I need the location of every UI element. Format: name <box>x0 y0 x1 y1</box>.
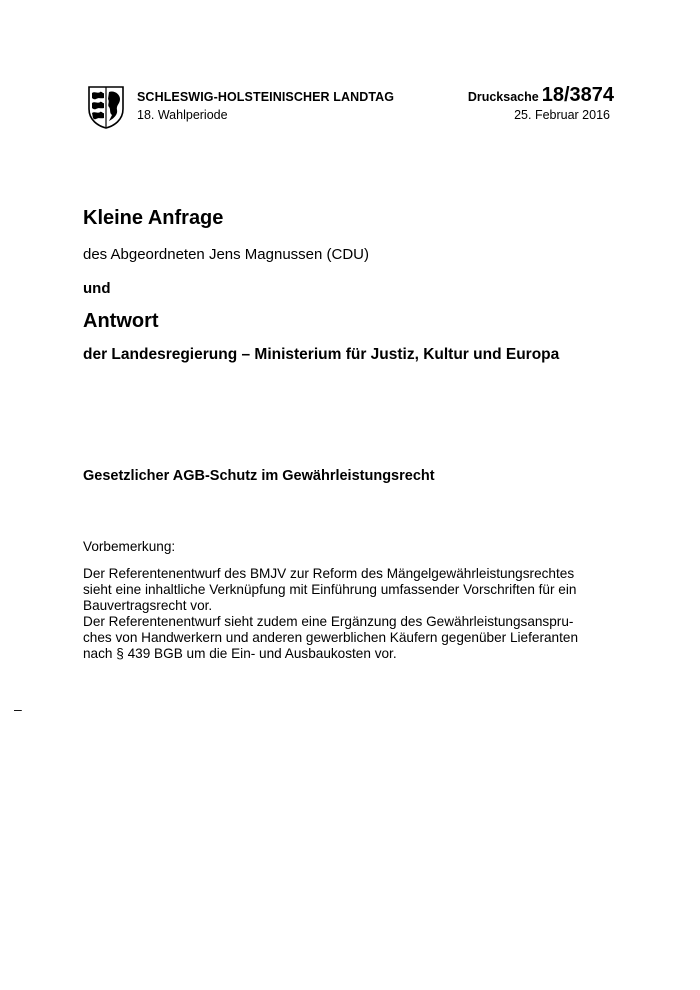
author-line: des Abgeordneten Jens Magnussen (CDU) <box>83 246 369 263</box>
preface-label: Vorbemerkung: <box>83 539 176 554</box>
paragraph-line: nach § 439 BGB um die Ein- und Ausbaukosten vor. <box>83 646 397 661</box>
paragraph-line: Bauvertragsrecht vor. <box>83 598 213 613</box>
paragraph-line: Der Referentenentwurf sieht zudem eine Ergänzung des Gewährleistungsanspru- <box>83 614 574 629</box>
paragraph-line: Der Referentenentwurf des BMJV zur Reform des Mängelgewährleistungsrechtes <box>83 566 575 581</box>
drucksache-block <box>468 84 614 107</box>
paragraph-line: sieht eine inhaltliche Verknüpfung mit Einführung umfassender Vorschriften für ein <box>83 582 577 597</box>
answer-source: der Landesregierung – Ministerium für Justiz, Kultur und Europa <box>83 346 560 363</box>
paragraph-line: ches von Handwerkern und anderen gewerblichen Käufern gegenüber Lieferanten <box>83 630 579 645</box>
coat-of-arms-icon <box>87 85 125 129</box>
margin-dash: – <box>14 701 22 717</box>
legislative-period: 18. Wahlperiode <box>137 108 228 122</box>
subject-heading: Gesetzlicher AGB-Schutz im Gewährleistungsrecht <box>83 468 435 484</box>
document-type-title: Kleine Anfrage <box>83 207 224 229</box>
preface-paragraph <box>83 566 623 662</box>
answer-title: Antwort <box>83 310 159 332</box>
connector-word: und <box>83 280 111 297</box>
parliament-name: SCHLESWIG-HOLSTEINISCHER LANDTAG <box>137 90 395 104</box>
drucksache-label: Drucksache <box>467 90 539 104</box>
drucksache-number: 18/3874 <box>541 84 614 106</box>
document-date: 25. Februar 2016 <box>514 108 610 122</box>
